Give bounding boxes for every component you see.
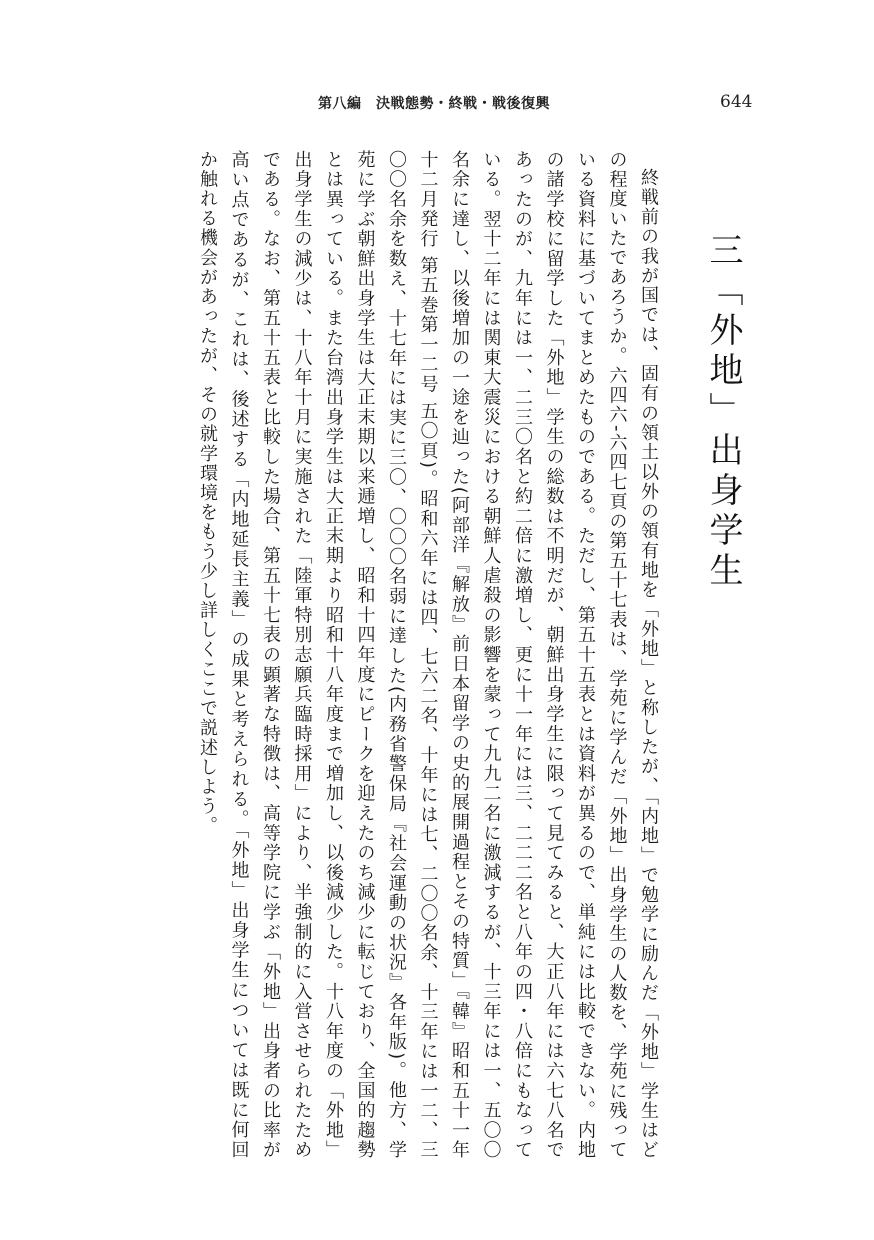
body-paragraph: 終戦前の我が国では、固有の領土以外の領有地を「外地」と称したが、「内地」で勉学に励んだ「外地」学生はどの程度いたであろうか。六四六-六四七頁の第五十七表は、学苑に学んだ「外地」出身学生の人数を、学苑に残っている資料に基づいてまとめたものである。ただし、第五十五表とは資料が異るので、単純には比較できない。内地の諸学校に留学した「外地」学生の総数は不明だが、朝鮮出身学生に限って見てみると、大正八年には六七八名であったのが、九年には一、二三〇名と約二倍に激増し、更に十一年には三、二二二名と八年の四・八倍にもなっている。翌十二年には関東大震災における朝鮮人虐殺の影響を蒙って九九二名に激減するが、十三年には一、五〇〇名余に達し、以後増加の一途を辿った(阿部洋『解放』前日本留学の史的展開過程とその特質」『韓』昭和五十一年十二月発行 第五巻第一二号 五〇頁)。昭和六年には四、七六二名、十年には七、二〇〇名余、十三年には一二、三〇〇名余を数え、十七年には実に三〇、〇〇〇名弱に達した(内務省警保局『社会運動の状況』各年版)。他方、学苑に学ぶ朝鮮出身学生は大正末期以来逓増し、昭和十四年度にピークを迎えたのち減少に転じており、全国的趨勢とは異っている。また台湾出身学生は大正末期より昭和十八年度まで増加し、以後減少した。十八年度の「外地」出身学生の減少は、十八年十月に実施された「陸軍特別志願兵臨時採用」により、半強制的に入営させられたためである。なお、第五十五表と比較した場合、第五十七表の顕著な特徴は、高等学院に学ぶ「外地」出身者の比率が高い点であるが、これは、後述する「内地延長主義」の成果と考えられる。「外地」出身学生については既に何回か触れる機会があったが、その就学環境をもう少し詳しくここで説述しよう。: [197, 150, 659, 1160]
section-heading: 三「外地」出身学生: [703, 232, 743, 592]
body-text-block: [94, 150, 664, 1160]
running-header-title: 第八編 決戦態勢・終戦・戦後復興: [318, 96, 550, 112]
page-number: 644: [720, 92, 753, 112]
